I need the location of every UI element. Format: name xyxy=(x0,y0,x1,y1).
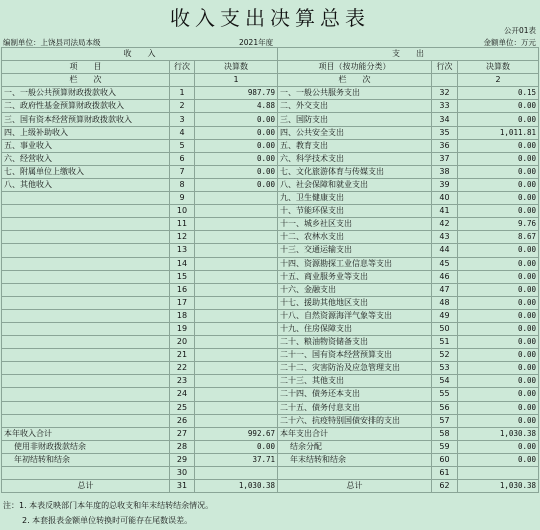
expense-item: 八、社会保障和就业支出 xyxy=(278,178,432,191)
expense-amount: 0.00 xyxy=(458,165,539,178)
income-amount: 4.88 xyxy=(195,100,278,113)
form-code: 公开01表 xyxy=(503,26,536,35)
income-row-number: 4 xyxy=(170,126,195,139)
income-amount xyxy=(195,231,278,244)
table-row xyxy=(2,231,539,244)
income-amount xyxy=(195,309,278,322)
income-item xyxy=(2,244,170,257)
table-row xyxy=(2,126,539,139)
table-row xyxy=(2,467,539,480)
header-lanci: 栏 次 xyxy=(278,74,432,87)
expense-item: 七、文化旅游体育与传媒支出 xyxy=(278,165,432,178)
income-row-number: 7 xyxy=(170,165,195,178)
budget-table xyxy=(1,47,539,493)
table-row xyxy=(2,336,539,349)
expense-item: 二十五、债务付息支出 xyxy=(278,401,432,414)
income-row-number: 19 xyxy=(170,322,195,335)
income-amount xyxy=(195,362,278,375)
table-row xyxy=(2,349,539,362)
table-row xyxy=(2,152,539,165)
expense-item: 十四、资源勘探工业信息等支出 xyxy=(278,257,432,270)
income-amount xyxy=(195,414,278,427)
header-row: 行次 xyxy=(432,61,458,74)
header-amount: 决算数 xyxy=(195,61,278,74)
expense-row-number: 42 xyxy=(432,218,458,231)
expense-row-number: 50 xyxy=(432,322,458,335)
income-item xyxy=(2,388,170,401)
income-item xyxy=(2,467,170,480)
income-amount xyxy=(195,375,278,388)
expense-row-number: 38 xyxy=(432,165,458,178)
income-item xyxy=(2,283,170,296)
income-amount: 0.00 xyxy=(195,165,278,178)
header-row: 行次 xyxy=(170,61,195,74)
income-row-number: 13 xyxy=(170,244,195,257)
table-row xyxy=(2,414,539,427)
expense-item: 三、国防支出 xyxy=(278,113,432,126)
income-item: 使用非财政拨款结余 xyxy=(2,440,170,453)
expense-item: 六、科学技术支出 xyxy=(278,152,432,165)
table-row xyxy=(2,165,539,178)
table-row xyxy=(2,388,539,401)
income-amount xyxy=(195,283,278,296)
table-row xyxy=(2,139,539,152)
expense-item: 十一、城乡社区支出 xyxy=(278,218,432,231)
income-amount: 992.67 xyxy=(195,427,278,440)
income-row-number: 11 xyxy=(170,218,195,231)
header-col2: 2 xyxy=(458,74,539,87)
income-amount: 37.71 xyxy=(195,453,278,466)
table-row xyxy=(2,283,539,296)
income-row-number: 18 xyxy=(170,309,195,322)
expense-item: 四、公共安全支出 xyxy=(278,126,432,139)
expense-item: 一、一般公共服务支出 xyxy=(278,87,432,100)
expense-item: 十、节能环保支出 xyxy=(278,205,432,218)
income-item: 七、附属单位上缴收入 xyxy=(2,165,170,178)
expense-row-number: 48 xyxy=(432,296,458,309)
expense-row-number: 53 xyxy=(432,362,458,375)
expense-amount: 0.00 xyxy=(458,100,539,113)
income-amount xyxy=(195,205,278,218)
expense-item: 二十四、债务还本支出 xyxy=(278,388,432,401)
income-item xyxy=(2,270,170,283)
table-row xyxy=(2,427,539,440)
expense-item: 总计 xyxy=(278,480,432,493)
income-row-number: 21 xyxy=(170,349,195,362)
expense-row-number: 32 xyxy=(432,87,458,100)
table-row xyxy=(2,244,539,257)
expense-row-number: 40 xyxy=(432,192,458,205)
expense-item: 十九、住房保障支出 xyxy=(278,322,432,335)
expense-item: 十二、农林水支出 xyxy=(278,231,432,244)
expense-amount: 0.00 xyxy=(458,414,539,427)
expense-row-number: 49 xyxy=(432,309,458,322)
income-item: 一、一般公共预算财政拨款收入 xyxy=(2,87,170,100)
income-item xyxy=(2,218,170,231)
income-row-number: 8 xyxy=(170,178,195,191)
income-amount xyxy=(195,218,278,231)
expense-item: 二十六、抗疫特别国债安排的支出 xyxy=(278,414,432,427)
table-row xyxy=(2,453,539,466)
table-row xyxy=(2,178,539,191)
income-item: 年初结转和结余 xyxy=(2,453,170,466)
income-item xyxy=(2,231,170,244)
income-item: 六、经营收入 xyxy=(2,152,170,165)
expense-amount: 0.00 xyxy=(458,270,539,283)
expense-row-number: 54 xyxy=(432,375,458,388)
expense-row-number: 57 xyxy=(432,414,458,427)
income-amount: 0.00 xyxy=(195,152,278,165)
header-item: 项 目 xyxy=(2,61,170,74)
income-row-number: 10 xyxy=(170,205,195,218)
income-item xyxy=(2,192,170,205)
expense-amount: 0.00 xyxy=(458,322,539,335)
note-2: 2. 本套报表金额单位转换时可能存在尾数误差。 xyxy=(22,516,193,525)
expense-row-number: 34 xyxy=(432,113,458,126)
income-item xyxy=(2,362,170,375)
income-row-number: 14 xyxy=(170,257,195,270)
income-item xyxy=(2,414,170,427)
expense-row-number: 46 xyxy=(432,270,458,283)
header-col1: 1 xyxy=(195,74,278,87)
section-expense: 支 出 xyxy=(278,48,539,61)
expense-row-number: 52 xyxy=(432,349,458,362)
table-row xyxy=(2,309,539,322)
income-amount xyxy=(195,336,278,349)
expense-item: 二、外交支出 xyxy=(278,100,432,113)
income-row-number: 23 xyxy=(170,375,195,388)
income-row-number: 2 xyxy=(170,100,195,113)
year-label: 2021年度 xyxy=(239,38,274,47)
income-amount: 0.00 xyxy=(195,178,278,191)
expense-amount: 0.00 xyxy=(458,309,539,322)
expense-row-number: 36 xyxy=(432,139,458,152)
section-income: 收 入 xyxy=(2,48,278,61)
expense-amount: 1,011.81 xyxy=(458,126,539,139)
expense-amount: 0.00 xyxy=(458,388,539,401)
income-amount xyxy=(195,192,278,205)
table-row xyxy=(2,480,539,493)
income-amount xyxy=(195,349,278,362)
table-row xyxy=(2,218,539,231)
expense-item: 结余分配 xyxy=(278,440,432,453)
expense-amount: 0.00 xyxy=(458,192,539,205)
income-item: 本年收入合计 xyxy=(2,427,170,440)
expense-item: 五、教育支出 xyxy=(278,139,432,152)
expense-row-number: 37 xyxy=(432,152,458,165)
income-amount xyxy=(195,244,278,257)
table-row xyxy=(2,440,539,453)
page-title: 收入支出决算总表 xyxy=(170,6,370,30)
unit-label: 编制单位：上饶县司法局本级 xyxy=(3,38,101,47)
expense-item: 二十、粮油物资储备支出 xyxy=(278,336,432,349)
header-blank xyxy=(170,74,195,87)
expense-amount: 0.00 xyxy=(458,296,539,309)
expense-amount: 0.15 xyxy=(458,87,539,100)
income-item xyxy=(2,296,170,309)
income-amount: 0.00 xyxy=(195,139,278,152)
table-row xyxy=(2,113,539,126)
money-unit: 金额单位：万元 xyxy=(483,38,536,47)
expense-row-number: 43 xyxy=(432,231,458,244)
expense-item xyxy=(278,467,432,480)
header-lanci: 栏 次 xyxy=(2,74,170,87)
income-amount: 1,030.38 xyxy=(195,480,278,493)
income-row-number: 31 xyxy=(170,480,195,493)
income-item: 总计 xyxy=(2,480,170,493)
income-item xyxy=(2,257,170,270)
income-item xyxy=(2,375,170,388)
expense-row-number: 56 xyxy=(432,401,458,414)
expense-amount: 0.00 xyxy=(458,139,539,152)
income-row-number: 24 xyxy=(170,388,195,401)
expense-amount: 0.00 xyxy=(458,349,539,362)
table-row xyxy=(2,257,539,270)
income-row-number: 26 xyxy=(170,414,195,427)
income-item xyxy=(2,336,170,349)
expense-row-number: 47 xyxy=(432,283,458,296)
income-item xyxy=(2,401,170,414)
expense-amount: 0.00 xyxy=(458,362,539,375)
income-item: 三、国有资本经营预算财政拨款收入 xyxy=(2,113,170,126)
income-item xyxy=(2,322,170,335)
income-amount xyxy=(195,257,278,270)
income-row-number: 28 xyxy=(170,440,195,453)
expense-row-number: 41 xyxy=(432,205,458,218)
expense-amount: 0.00 xyxy=(458,283,539,296)
income-row-number: 25 xyxy=(170,401,195,414)
header-amount: 决算数 xyxy=(458,61,539,74)
income-amount xyxy=(195,388,278,401)
income-amount xyxy=(195,322,278,335)
expense-amount: 0.00 xyxy=(458,453,539,466)
table-row xyxy=(2,205,539,218)
header-blank xyxy=(432,74,458,87)
income-amount xyxy=(195,401,278,414)
expense-item: 二十一、国有资本经营预算支出 xyxy=(278,349,432,362)
income-row-number: 29 xyxy=(170,453,195,466)
expense-item: 十六、金融支出 xyxy=(278,283,432,296)
table-row xyxy=(2,270,539,283)
expense-item: 十五、商业服务业等支出 xyxy=(278,270,432,283)
table-row xyxy=(2,87,539,100)
table-row xyxy=(2,375,539,388)
expense-amount: 9.76 xyxy=(458,218,539,231)
expense-amount: 8.67 xyxy=(458,231,539,244)
expense-item: 年末结转和结余 xyxy=(278,453,432,466)
income-item: 八、其他收入 xyxy=(2,178,170,191)
table-row xyxy=(2,401,539,414)
expense-item: 十三、交通运输支出 xyxy=(278,244,432,257)
expense-row-number: 59 xyxy=(432,440,458,453)
income-item xyxy=(2,309,170,322)
income-row-number: 22 xyxy=(170,362,195,375)
expense-amount: 0.00 xyxy=(458,113,539,126)
expense-row-number: 60 xyxy=(432,453,458,466)
expense-amount: 0.00 xyxy=(458,440,539,453)
income-amount xyxy=(195,467,278,480)
expense-item: 九、卫生健康支出 xyxy=(278,192,432,205)
income-row-number: 17 xyxy=(170,296,195,309)
expense-item: 二十三、其他支出 xyxy=(278,375,432,388)
header-item-exp: 项目（按功能分类） xyxy=(278,61,432,74)
expense-row-number: 39 xyxy=(432,178,458,191)
expense-amount: 1,030.38 xyxy=(458,427,539,440)
expense-row-number: 45 xyxy=(432,257,458,270)
expense-item: 二十二、灾害防治及应急管理支出 xyxy=(278,362,432,375)
expense-item: 本年支出合计 xyxy=(278,427,432,440)
income-row-number: 20 xyxy=(170,336,195,349)
expense-amount: 0.00 xyxy=(458,205,539,218)
expense-row-number: 58 xyxy=(432,427,458,440)
expense-amount: 0.00 xyxy=(458,178,539,191)
expense-amount: 1,030.38 xyxy=(458,480,539,493)
income-amount: 0.00 xyxy=(195,113,278,126)
table-row xyxy=(2,192,539,205)
expense-row-number: 55 xyxy=(432,388,458,401)
income-row-number: 12 xyxy=(170,231,195,244)
expense-row-number: 35 xyxy=(432,126,458,139)
income-item xyxy=(2,349,170,362)
income-item: 四、上级补助收入 xyxy=(2,126,170,139)
income-row-number: 5 xyxy=(170,139,195,152)
expense-row-number: 61 xyxy=(432,467,458,480)
income-row-number: 9 xyxy=(170,192,195,205)
expense-row-number: 51 xyxy=(432,336,458,349)
note-1: 注：1. 本表反映部门本年度的总收支和年末结转结余情况。 xyxy=(3,501,214,510)
expense-amount: 0.00 xyxy=(458,244,539,257)
income-row-number: 6 xyxy=(170,152,195,165)
expense-amount: 0.00 xyxy=(458,336,539,349)
table-row xyxy=(2,296,539,309)
expense-row-number: 33 xyxy=(432,100,458,113)
expense-row-number: 44 xyxy=(432,244,458,257)
income-row-number: 15 xyxy=(170,270,195,283)
income-amount xyxy=(195,270,278,283)
income-amount xyxy=(195,296,278,309)
income-amount: 0.00 xyxy=(195,126,278,139)
income-row-number: 30 xyxy=(170,467,195,480)
expense-amount: 0.00 xyxy=(458,401,539,414)
income-item: 二、政府性基金预算财政拨款收入 xyxy=(2,100,170,113)
income-row-number: 1 xyxy=(170,87,195,100)
income-item: 五、事业收入 xyxy=(2,139,170,152)
income-row-number: 27 xyxy=(170,427,195,440)
income-amount: 987.79 xyxy=(195,87,278,100)
expense-amount: 0.00 xyxy=(458,257,539,270)
income-row-number: 3 xyxy=(170,113,195,126)
table-row xyxy=(2,100,539,113)
expense-amount: 0.00 xyxy=(458,375,539,388)
table-row xyxy=(2,322,539,335)
income-item xyxy=(2,205,170,218)
income-row-number: 16 xyxy=(170,283,195,296)
income-amount: 0.00 xyxy=(195,440,278,453)
expense-item: 十七、援助其他地区支出 xyxy=(278,296,432,309)
table-row xyxy=(2,362,539,375)
expense-amount xyxy=(458,467,539,480)
expense-amount: 0.00 xyxy=(458,152,539,165)
expense-row-number: 62 xyxy=(432,480,458,493)
expense-item: 十八、自然资源海洋气象等支出 xyxy=(278,309,432,322)
